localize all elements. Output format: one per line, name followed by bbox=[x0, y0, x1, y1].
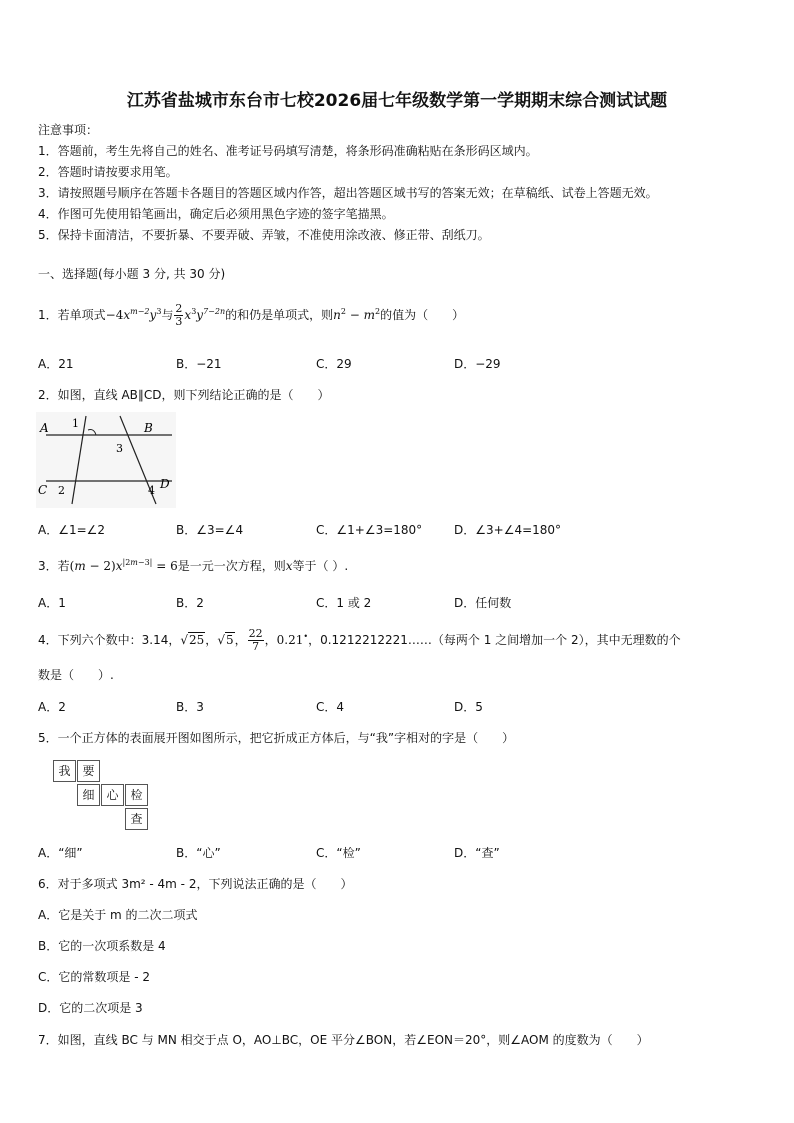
option-b[interactable]: B．−21 bbox=[176, 357, 222, 371]
option-a[interactable]: A．∠1=∠2 bbox=[38, 523, 106, 537]
net-cell: 检 bbox=[125, 784, 148, 806]
radicand: 25 bbox=[189, 633, 205, 647]
label-b: B bbox=[144, 421, 153, 435]
option-c[interactable]: C．∠1+∠3=180° bbox=[316, 523, 423, 537]
question-1 bbox=[38, 303, 464, 328]
parallel-lines-figure bbox=[36, 412, 176, 508]
option-d[interactable]: D．−29 bbox=[454, 357, 501, 371]
q1-mid: 与 bbox=[161, 308, 174, 322]
q1-post: 的和仍是单项式，则 bbox=[225, 308, 334, 322]
radicand: 5 bbox=[225, 633, 234, 647]
question-3 bbox=[38, 557, 348, 574]
q4-series: 0.1212212221……（每两个 1 之间增加一个 2），其中无理数的个 bbox=[320, 633, 681, 647]
notice-item: 5．保持卡面清洁，不要折暴、不要弄破、弄皱，不准使用涂改液、修正带、刮纸刀。 bbox=[38, 228, 490, 242]
option-d[interactable]: D．∠3+∠4=180° bbox=[454, 523, 562, 537]
q3-mid: 是一元一次方程，则 bbox=[177, 559, 286, 573]
option-a[interactable]: A．21 bbox=[38, 357, 74, 371]
label-a: A bbox=[40, 421, 49, 435]
notice-item: 1．答题前，考生先将自己的姓名、准考证号码填写清楚，将条形码准确粘贴在条形码区域内。 bbox=[38, 144, 538, 158]
label-angle-4: 4 bbox=[148, 484, 155, 497]
option-a[interactable]: A．1 bbox=[38, 596, 66, 610]
option-b[interactable]: B．它的一次项系数是 4 bbox=[38, 939, 166, 953]
net-cell: 要 bbox=[77, 760, 100, 782]
notice-item: 2．答题时请按要求用笔。 bbox=[38, 165, 178, 179]
q1-term2: $x^3y^{7-2n}$ bbox=[184, 307, 226, 322]
numerator: 2 bbox=[175, 302, 183, 315]
sqrt-25: √25 bbox=[180, 633, 205, 647]
q3-num: 3．若 bbox=[38, 559, 70, 573]
net-cell: 细 bbox=[77, 784, 100, 806]
section-heading: 一、选择题(每小题 3 分, 共 30 分) bbox=[38, 267, 226, 281]
option-d[interactable]: D．5 bbox=[454, 700, 483, 714]
question-4-line2: 数是（ ）. bbox=[38, 668, 114, 682]
question-4: 4．下列六个数中：3.14，√25，√5， $\frac{22}{7}$ ，0.21•，0.1212212221……（每两个 1 之间增加一个 2），其中无理数的个 bbox=[38, 627, 681, 653]
notice-item: 3．请按照题号顺序在答题卡各题目的答题区域内作答，超出答题区域书写的答案无效；在草稿纸、试卷上答题无效。 bbox=[38, 186, 658, 200]
notice-item: 4．作图可先使用铅笔画出，确定后必须用黑色字迹的签字笔描黑。 bbox=[38, 207, 394, 221]
numerator: 22 bbox=[248, 627, 263, 640]
q3-variable: x bbox=[285, 559, 293, 573]
label-d: D bbox=[160, 477, 170, 491]
figure-background bbox=[36, 412, 176, 508]
label-angle-2: 2 bbox=[58, 484, 65, 497]
sqrt-5: √5 bbox=[217, 633, 234, 647]
label-angle-3: 3 bbox=[116, 442, 123, 455]
question-5: 5．一个正方体的表面展开图如图所示，把它折成正方体后，与“我”字相对的字是（ ） bbox=[38, 731, 515, 745]
q3-tail: 等于（ ）. bbox=[292, 559, 349, 573]
question-2: 2．如图，直线 AB∥CD，则下列结论正确的是（ ） bbox=[38, 388, 330, 402]
question-6: 6．对于多项式 3m² - 4m - 2，下列说法正确的是（ ） bbox=[38, 877, 353, 891]
option-d[interactable]: D．任何数 bbox=[454, 596, 512, 610]
net-cell: 心 bbox=[101, 784, 124, 806]
q1-pre: 若单项式 bbox=[57, 308, 106, 322]
notice-heading: 注意事项： bbox=[38, 123, 99, 137]
denominator: 7 bbox=[252, 640, 260, 653]
option-c[interactable]: C．4 bbox=[316, 700, 345, 714]
option-b[interactable]: B．2 bbox=[176, 596, 204, 610]
repeat-dot: • bbox=[303, 632, 309, 641]
question-7: 7．如图，直线 BC 与 MN 相交于点 O，AO⊥BC，OE 平分∠BON，若∠EON＝20°，则∠AOM 的度数为（ ） bbox=[38, 1033, 649, 1047]
option-c[interactable]: C．它的常数项是 - 2 bbox=[38, 970, 150, 984]
option-b[interactable]: B．3 bbox=[176, 700, 204, 714]
option-b[interactable]: B．∠3=∠4 bbox=[176, 523, 244, 537]
option-d[interactable]: D．“查” bbox=[454, 846, 500, 860]
q1-tail: 的值为（ ） bbox=[380, 308, 465, 322]
label-c: C bbox=[38, 483, 48, 497]
coefficient: −4 bbox=[105, 308, 124, 322]
option-a[interactable]: A．它是关于 m 的二次二项式 bbox=[38, 908, 198, 922]
page-title: 江苏省盐城市东台市七校2026届七年级数学第一学期期末综合测试试题 bbox=[126, 91, 668, 111]
net-cell: 查 bbox=[125, 808, 148, 830]
q1-term1: $-4x^{m-2}y^3$ bbox=[105, 307, 162, 322]
repeating-decimal bbox=[277, 633, 308, 647]
option-c[interactable]: C．1 或 2 bbox=[316, 596, 372, 610]
label-angle-1: 1 bbox=[72, 417, 79, 430]
denominator: 3 bbox=[175, 315, 183, 328]
q4-pre: 4．下列六个数中：3.14， bbox=[38, 633, 181, 647]
net-cell: 我 bbox=[53, 760, 76, 782]
decimal-value: 0.21 bbox=[276, 633, 304, 647]
option-a[interactable]: A．2 bbox=[38, 700, 66, 714]
q1-expression: $n^2 - m^2$ bbox=[333, 307, 381, 322]
option-a[interactable]: A．“细” bbox=[38, 846, 83, 860]
fraction-22-7 bbox=[248, 628, 264, 653]
option-d[interactable]: D．它的二次项是 3 bbox=[38, 1001, 143, 1015]
option-c[interactable]: C．“检” bbox=[316, 846, 361, 860]
option-c[interactable]: C．29 bbox=[316, 357, 352, 371]
fraction bbox=[174, 303, 183, 328]
question-number: 1． bbox=[38, 308, 58, 322]
q3-equation: $(m - 2)x^{|2m-3|} = 6$ bbox=[69, 558, 178, 573]
option-b[interactable]: B．“心” bbox=[176, 846, 221, 860]
